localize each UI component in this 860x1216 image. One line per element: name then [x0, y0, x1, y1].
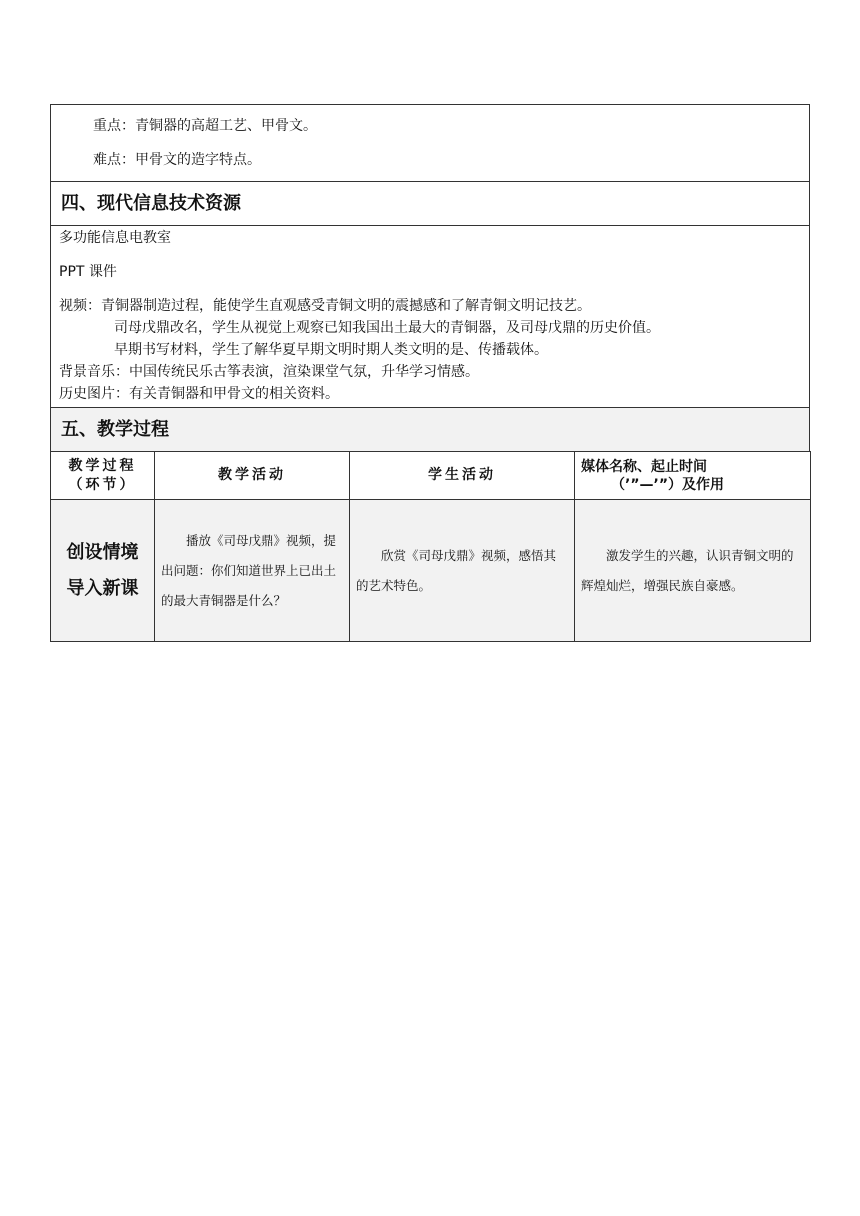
lesson-plan-document	[50, 104, 810, 642]
row-media: 激发学生的兴趣，认识青铜文明的辉煌灿烂，增强民族自豪感。	[575, 500, 811, 642]
section-4-title: 四、现代信息技术资源	[50, 181, 810, 225]
key-points-block	[50, 104, 810, 181]
resource-video-3: 早期书写材料，学生了解华夏早期文明时期人类文明的是、传播载体。	[114, 342, 548, 358]
row-teacher-activity: 播放《司母戊鼎》视频，提出问题：你们知道世界上已出土的最大青铜器是什么？	[155, 500, 350, 642]
resource-ppt: PPT 课件	[59, 264, 117, 280]
row-stage: 创设情境 导入新课	[51, 500, 155, 642]
header-stage: 教学过程 （环节）	[51, 452, 155, 500]
resource-pictures: 历史图片：有关青铜器和甲骨文的相关资料。	[59, 386, 339, 402]
resources-block	[50, 225, 810, 407]
table-row	[51, 500, 811, 642]
key-point-focus: 重点：青铜器的高超工艺、甲骨文。	[93, 118, 317, 134]
header-student-activity: 学生活动	[350, 452, 575, 500]
header-media: 媒体名称、起止时间 （’”—’”）及作用	[575, 452, 811, 500]
key-point-difficulty: 难点：甲骨文的造字特点。	[93, 152, 261, 168]
header-teacher-activity: 教学活动	[155, 452, 350, 500]
resource-music: 背景音乐：中国传统民乐古筝表演，渲染课堂气氛，升华学习情感。	[59, 364, 479, 380]
table-header-row	[51, 452, 811, 500]
row-student-activity: 欣赏《司母戊鼎》视频，感悟其的艺术特色。	[350, 500, 575, 642]
resource-video-2: 司母戊鼎改名，学生从视觉上观察已知我国出土最大的青铜器，及司母戊鼎的历史价值。	[114, 320, 660, 336]
resource-classroom: 多功能信息电教室	[59, 230, 171, 246]
teaching-process-table	[50, 451, 811, 642]
section-5-title: 五、教学过程	[50, 407, 810, 451]
resource-video: 视频：青铜器制造过程，能使学生直观感受青铜文明的震撼感和了解青铜文明记技艺。	[59, 298, 591, 314]
